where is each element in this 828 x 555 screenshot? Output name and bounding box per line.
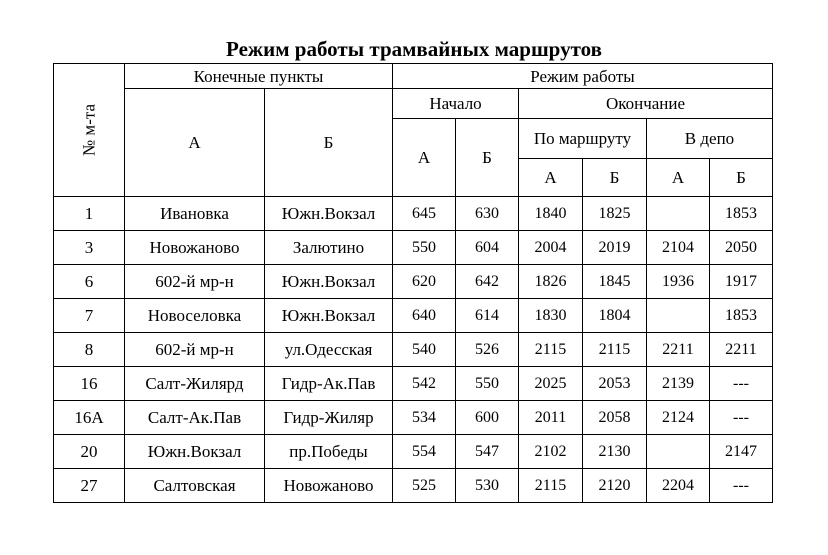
route-number-header: № м-та xyxy=(54,64,125,197)
start-a: 542 xyxy=(393,367,456,401)
route-number: 16А xyxy=(54,401,125,435)
terminal-b: Гидр-Ак.Пав xyxy=(265,367,393,401)
route-end-a: 2115 xyxy=(519,333,583,367)
to-depot-a-header: А xyxy=(647,159,710,197)
terminal-a: 602-й мр-н xyxy=(125,265,265,299)
terminal-b: Южн.Вокзал xyxy=(265,197,393,231)
terminal-b: Южн.Вокзал xyxy=(265,299,393,333)
route-number: 3 xyxy=(54,231,125,265)
terminal-b: Новожаново xyxy=(265,469,393,503)
route-number: 20 xyxy=(54,435,125,469)
start-a: 554 xyxy=(393,435,456,469)
depot-b: 1853 xyxy=(710,299,773,333)
table-row xyxy=(54,469,773,503)
page-title: Режим работы трамвайных маршрутов xyxy=(226,37,602,61)
terminal-b: пр.Победы xyxy=(265,435,393,469)
terminal-a: Салт-Жилярд xyxy=(125,367,265,401)
header-row-2 xyxy=(54,89,773,119)
route-end-b: 2120 xyxy=(583,469,647,503)
table-row xyxy=(54,265,773,299)
route-end-b: 2019 xyxy=(583,231,647,265)
to-depot-b-header: Б xyxy=(710,159,773,197)
route-end-b: 1804 xyxy=(583,299,647,333)
by-route-b-header: Б xyxy=(583,159,647,197)
depot-a xyxy=(647,435,710,469)
header-row-1 xyxy=(54,64,773,89)
terminal-b: Гидр-Жиляр xyxy=(265,401,393,435)
terminal-b: Залютино xyxy=(265,231,393,265)
route-end-a: 2115 xyxy=(519,469,583,503)
route-end-b: 1845 xyxy=(583,265,647,299)
start-b: 630 xyxy=(456,197,519,231)
terminal-b-header: Б xyxy=(265,89,393,197)
route-end-b: 2115 xyxy=(583,333,647,367)
table-row xyxy=(54,401,773,435)
table-row xyxy=(54,333,773,367)
start-a: 550 xyxy=(393,231,456,265)
depot-a: 2104 xyxy=(647,231,710,265)
route-end-a: 1840 xyxy=(519,197,583,231)
route-end-b: 2130 xyxy=(583,435,647,469)
schedule-header: Режим работы xyxy=(393,64,773,89)
terminal-a: Новожаново xyxy=(125,231,265,265)
depot-a: 2139 xyxy=(647,367,710,401)
depot-b: 1917 xyxy=(710,265,773,299)
route-end-a: 2011 xyxy=(519,401,583,435)
terminal-a: 602-й мр-н xyxy=(125,333,265,367)
depot-b: 2147 xyxy=(710,435,773,469)
start-a: 640 xyxy=(393,299,456,333)
by-route-header: По маршруту xyxy=(519,119,647,159)
terminal-a: Ивановка xyxy=(125,197,265,231)
start-b: 614 xyxy=(456,299,519,333)
start-b: 604 xyxy=(456,231,519,265)
terminal-a: Южн.Вокзал xyxy=(125,435,265,469)
depot-a xyxy=(647,197,710,231)
terminal-a-header: А xyxy=(125,89,265,197)
depot-b: --- xyxy=(710,469,773,503)
route-number: 16 xyxy=(54,367,125,401)
start-a: 620 xyxy=(393,265,456,299)
terminal-b: ул.Одесская xyxy=(265,333,393,367)
route-number: 8 xyxy=(54,333,125,367)
depot-b: 2050 xyxy=(710,231,773,265)
depot-a: 2124 xyxy=(647,401,710,435)
terminal-a: Салт-Ак.Пав xyxy=(125,401,265,435)
depot-a xyxy=(647,299,710,333)
start-header: Начало xyxy=(393,89,519,119)
route-end-a: 2025 xyxy=(519,367,583,401)
terminal-b: Южн.Вокзал xyxy=(265,265,393,299)
schedule-table xyxy=(53,63,773,503)
route-end-a: 2102 xyxy=(519,435,583,469)
route-end-b: 2053 xyxy=(583,367,647,401)
depot-a: 2204 xyxy=(647,469,710,503)
route-number: 6 xyxy=(54,265,125,299)
table-row xyxy=(54,197,773,231)
route-end-b: 1825 xyxy=(583,197,647,231)
route-end-a: 1826 xyxy=(519,265,583,299)
terminals-header: Конечные пункты xyxy=(125,64,393,89)
terminal-a: Новоселовка xyxy=(125,299,265,333)
route-number: 7 xyxy=(54,299,125,333)
table-row xyxy=(54,435,773,469)
start-b: 526 xyxy=(456,333,519,367)
route-end-a: 1830 xyxy=(519,299,583,333)
route-end-b: 2058 xyxy=(583,401,647,435)
start-b: 600 xyxy=(456,401,519,435)
start-a: 525 xyxy=(393,469,456,503)
table-row xyxy=(54,299,773,333)
start-b: 530 xyxy=(456,469,519,503)
table-row xyxy=(54,367,773,401)
start-b-header: Б xyxy=(456,119,519,197)
depot-b: 2211 xyxy=(710,333,773,367)
depot-a: 1936 xyxy=(647,265,710,299)
depot-a: 2211 xyxy=(647,333,710,367)
terminal-a: Салтовская xyxy=(125,469,265,503)
table-row xyxy=(54,231,773,265)
route-number: 27 xyxy=(54,469,125,503)
route-number: 1 xyxy=(54,197,125,231)
start-a-header: А xyxy=(393,119,456,197)
depot-b: 1853 xyxy=(710,197,773,231)
start-a: 645 xyxy=(393,197,456,231)
depot-b: --- xyxy=(710,367,773,401)
start-a: 534 xyxy=(393,401,456,435)
start-b: 550 xyxy=(456,367,519,401)
start-b: 642 xyxy=(456,265,519,299)
start-a: 540 xyxy=(393,333,456,367)
depot-b: --- xyxy=(710,401,773,435)
start-b: 547 xyxy=(456,435,519,469)
route-end-a: 2004 xyxy=(519,231,583,265)
end-header: Окончание xyxy=(519,89,773,119)
to-depot-header: В депо xyxy=(647,119,773,159)
by-route-a-header: А xyxy=(519,159,583,197)
